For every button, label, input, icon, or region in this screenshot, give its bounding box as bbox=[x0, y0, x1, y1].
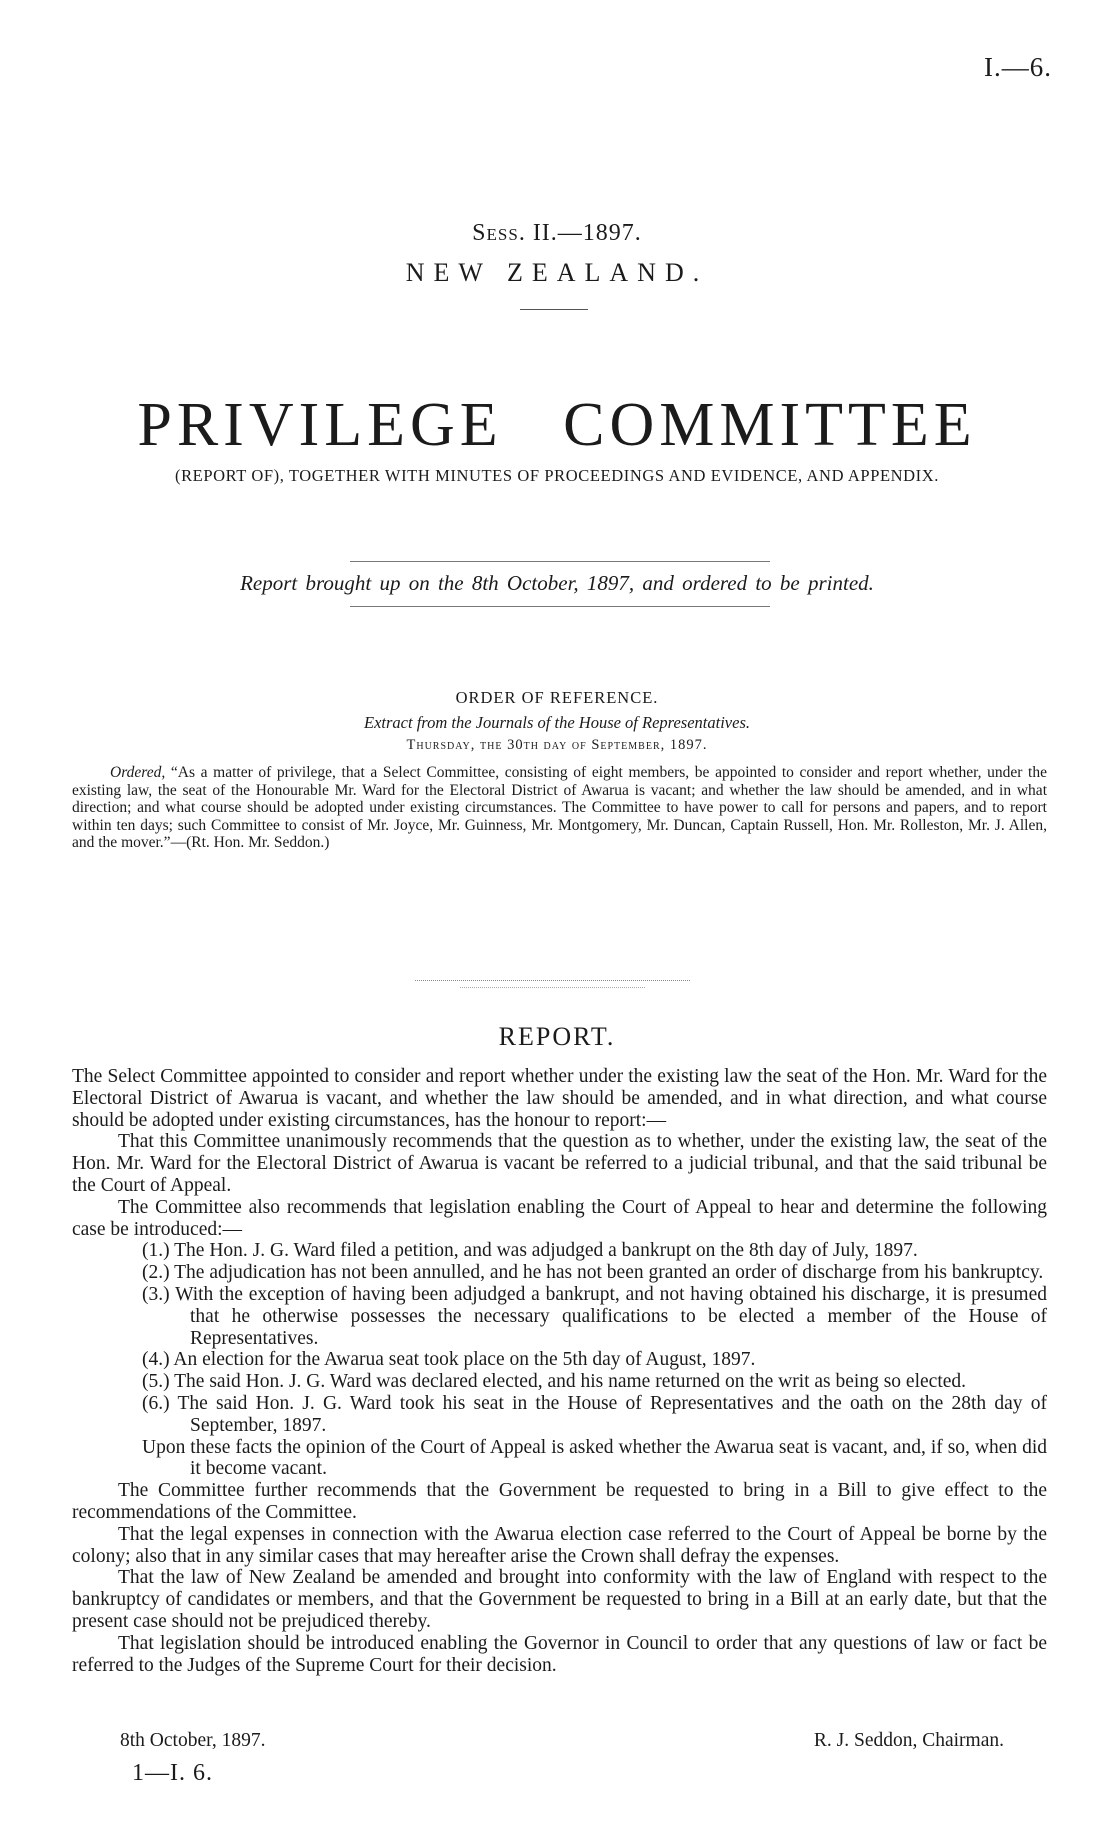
order-date: Thursday, the 30th day of September, 1897. bbox=[406, 737, 708, 753]
divider-short bbox=[520, 309, 588, 310]
order-paragraph bbox=[72, 764, 1047, 852]
extract-line: Extract from the Journals of the House of Representatives. bbox=[364, 713, 750, 732]
ordered-word: Ordered, bbox=[110, 764, 166, 781]
report-paragraph-3: The Committee further recommends that the Government be requested to bring in a Bill to give effect to the recommendations of the Committee. bbox=[72, 1480, 1047, 1523]
report-paragraph-6: That legislation should be introduced enabling the Governor in Council to order that any questions of law or fact be referred to the Judges of the Supreme Court for their decision. bbox=[72, 1632, 1047, 1676]
signature-date: 8th October, 1897. bbox=[120, 1730, 266, 1751]
order-text: “As a matter of privilege, that a Select Committee, consisting of eight members, be appointed to consider and report whether, under the existing law, the seat of the Honourable Mr. Ward for the Electoral District of Awarua is vacant; and whether the law should be amended, and in what direction; and what course should be adopted under existing circumstances. The Committee to have power to call for persons and papers, and to report within ten days; such Committee to consist of Mr. Joyce, Mr. Guinness, Mr. Montgomery, Mr. Duncan, Captain Russell, Hon. Mr. Rolleston, Mr. J. Allen, and the mover.”—(Rt. Hon. Mr. Seddon.) bbox=[72, 764, 1047, 852]
footer-reference: 1—I. 6. bbox=[132, 1760, 213, 1786]
main-title: PRIVILEGE COMMITTEE bbox=[137, 391, 977, 459]
case-item-5: (5.) The said Hon. J. G. Ward was declared elected, and his name returned on the writ as being so elected. bbox=[142, 1371, 967, 1393]
brought-up-line: Report brought up on the 8th October, 1897, and ordered to be printed. bbox=[240, 571, 874, 595]
signature-name: R. J. Seddon, Chairman. bbox=[813, 1730, 1004, 1751]
dotted-divider bbox=[415, 980, 690, 981]
page-reference: I.—6. bbox=[984, 52, 1052, 82]
divider-top bbox=[350, 561, 770, 562]
country-line: NEW ZEALAND. bbox=[405, 258, 709, 287]
report-heading: REPORT. bbox=[498, 1022, 616, 1051]
dotted-divider-2 bbox=[460, 987, 645, 988]
case-item-2: (2.) The adjudication has not been annulled, and he has not been granted an order of discharge from his bankruptcy. bbox=[142, 1262, 1044, 1284]
case-item-4: (4.) An election for the Awarua seat took place on the 5th day of August, 1897. bbox=[142, 1349, 756, 1371]
report-paragraph-2: The Committee also recommends that legislation enabling the Court of Appeal to hear and determine the following case be introduced:— bbox=[72, 1196, 1047, 1240]
report-paragraph-5: That the law of New Zealand be amended and brought into conformity with the law of England with respect to the bankruptcy of candidates or members, and that the Government be requested to bring in a Bill at an early date, but that the present case should not be prejudiced thereby. bbox=[72, 1567, 1047, 1632]
divider-bottom bbox=[350, 606, 770, 607]
report-body bbox=[72, 1066, 1047, 1676]
case-item-6: (6.) The said Hon. J. G. Ward took his seat in the House of Representatives and the oath on the 28th day of September, 1897. bbox=[142, 1392, 1047, 1436]
order-of-reference-heading: ORDER OF REFERENCE. bbox=[455, 688, 659, 707]
case-question: Upon these facts the opinion of the Court of Appeal is asked whether the Awarua seat is vacant, and, if so, when did it become vacant. bbox=[142, 1436, 1047, 1480]
report-intro: The Select Committee appointed to consider and report whether under the existing law the seat of the Hon. Mr. Ward for the Electoral District of Awarua is vacant, and whether the law should be amended, and in what direction, and what course should be adopted under existing circumstances, has the honour to report:— bbox=[72, 1066, 1047, 1131]
session-line: Sess. II.—1897. bbox=[472, 220, 642, 246]
subtitle: (REPORT OF), TOGETHER WITH MINUTES OF PROCEEDINGS AND EVIDENCE, AND APPENDIX. bbox=[174, 466, 940, 485]
case-item-1: (1.) The Hon. J. G. Ward filed a petition, and was adjudged a bankrupt on the 8th day of July, 1897. bbox=[142, 1240, 918, 1262]
report-paragraph-4: That the legal expenses in connection with the Awarua election case referred to the Court of Appeal be borne by the colony; also that in any similar cases that may hereafter arise the Crown shall defray the expenses. bbox=[72, 1523, 1047, 1567]
case-item-3: (3.) With the exception of having been adjudged a bankrupt, and not having obtained his discharge, it is presumed that he otherwise possesses the necessary qualifications to be elected a member of the House of Representatives. bbox=[142, 1283, 1047, 1349]
report-paragraph-1: That this Committee unanimously recommends that the question as to whether, under the existing law, the seat of the Hon. Mr. Ward for the Electoral District of Awarua is vacant be referred to a judicial tribunal, and that the said tribunal be the Court of Appeal. bbox=[72, 1131, 1047, 1196]
